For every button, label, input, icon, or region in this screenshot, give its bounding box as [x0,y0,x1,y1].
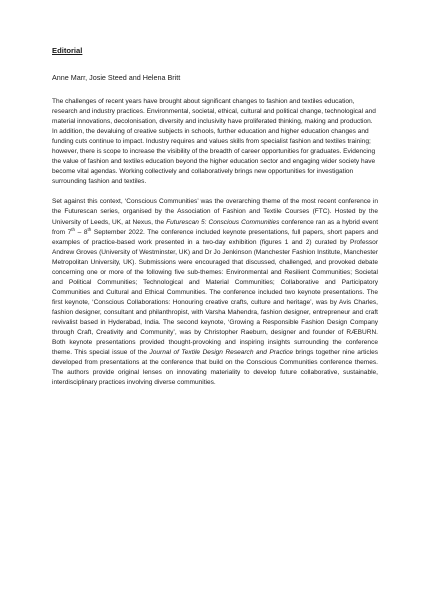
paragraph-1: The challenges of recent years have brought about significant changes to fashion and textiles education, research and industry practices. Environmental, societal, ethical, cultural and political change, technological and material innovations, decolonisation, diversity and inclusivity have proliferated thinking, making and production. In addition, the devaluing of creative subjects in schools, further education and higher education changes and funding cuts continue to impact. Industry requires and values skills from specialist fashion and textiles training; however, there is scope to increase the visibility of the breadth of career opportunities for graduates. Evidencing the value of fashion and textiles education beyond the higher education sector and engaging wider society have become vital agendas. Working collectively and collaboratively brings new opportunities for investigation surrounding fashion and textiles. [52,98,376,186]
paragraph-2-text: conference ran as a hybrid event from 7 [52,218,379,236]
paragraph-2-text: Set against this context, ‘Conscious Communities’ was the overarching theme of the most recent conference in the Futurescan series, organised by the Association of Fashion and Textile Courses (FTC). Hosted by the University of Leeds, UK, at Nexus, the [52,198,378,226]
conference-title: Futurescan 5: Conscious Communities [166,218,280,226]
ordinal-suffix: th [71,226,76,232]
paragraph-2 [52,197,378,388]
journal-title: Journal of Textile Design Research and Practice [149,349,294,357]
paragraph-2-text: September 2022. The conference included keynote presentations, full papers, short papers and examples of practice-based work presented in a two-day exhibition (figures 1 and 2) curated by Professor Andrew Groves (University of Westminster, UK) and Dr Jo Jenkinson (Manchester Fashion Institute, Manchester Metropolitan University, UK). Submissions were encouraged that discussed, challenged, and provoked debate concerning one or more of the following five sub-themes: Environmental and Resilient Communities; Societal and Political Communities; Technological and Material Communities; Collaborative and Participatory Communities and Cultural and Ethical Communities. The conference included two keynote presentations. The first keynote, ‘Conscious Collaborations: Honouring creative crafts, culture and heritage’, was by Avis Charles, fashion designer, consultant and philanthropist, with Varsha Mahendra, fashion designer, entrepreneur and craft revivalist based in Hyderabad, India. The second keynote, ‘Growing a Responsible Fashion Design Company through Craft, Creativity and Community’, was by Christopher Raeburn, designer and founder of RÆBURN. Both keynote presentations provided thought-provoking and inspiring insights surrounding the conference theme. This special issue of the [52,228,378,357]
paragraph-2-text: – 8 [75,228,88,236]
ordinal-suffix: th [87,226,92,232]
author-list: Anne Marr, Josie Steed and Helena Britt [52,73,181,82]
section-heading: Editorial [52,46,83,55]
paragraph-2-text: brings together nine articles developed from presentations at the conference that build on the Conscious Communities conference themes. The authors provide original lenses on innovating materiality to develop future collaborative, sustainable, interdisciplinary practices involving diverse communities. [52,349,379,387]
editorial-page [52,46,378,398]
